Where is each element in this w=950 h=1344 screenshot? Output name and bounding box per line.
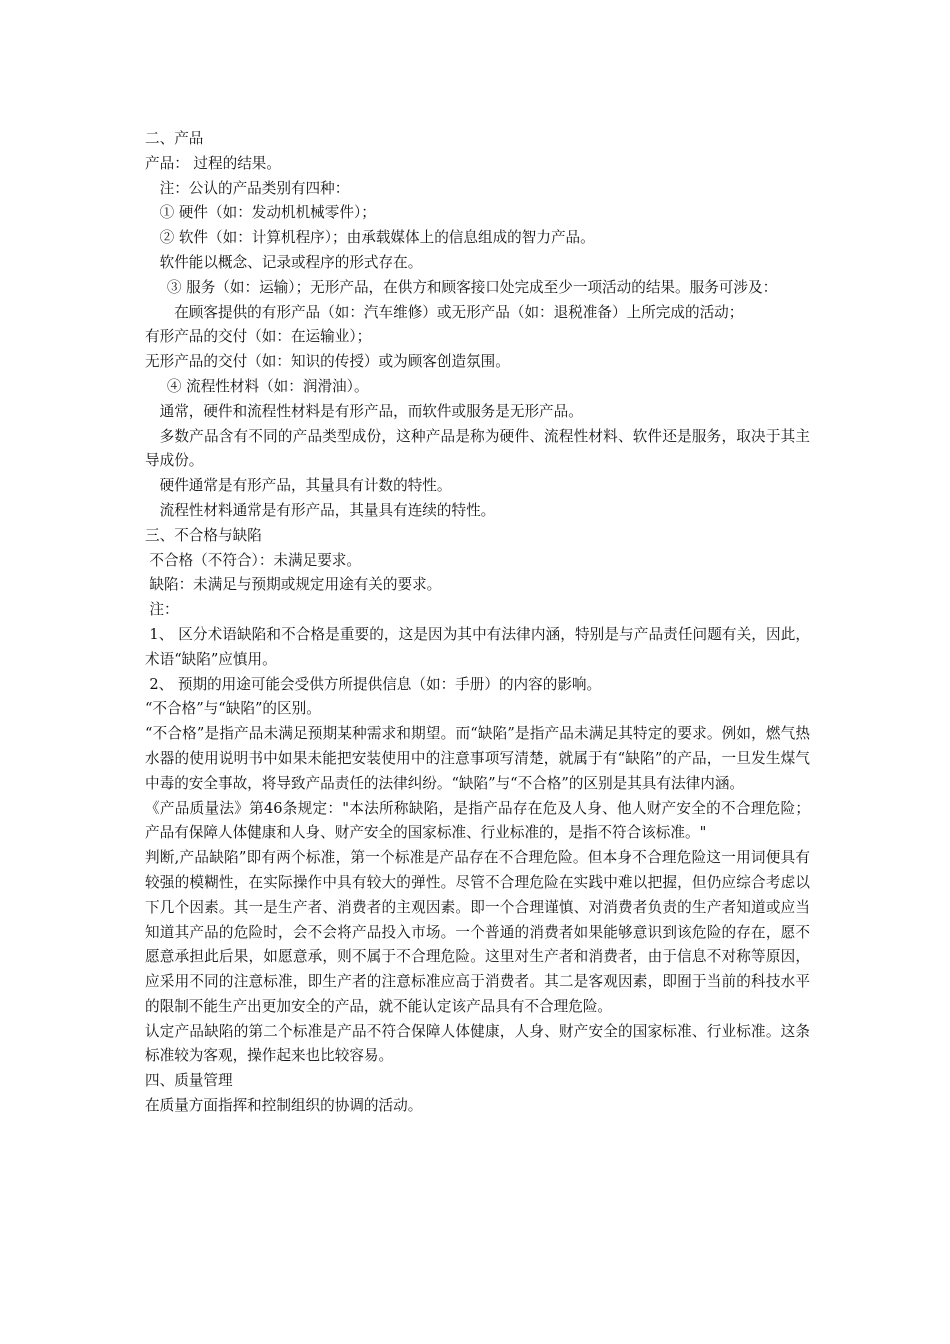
definition-product: 产品： 过程的结果。	[145, 154, 281, 172]
note-product-categories: 注：公认的产品类别有四种：	[159, 179, 350, 197]
hardware-quantity-note: 硬件通常是有形产品，其量具有计数的特性。	[159, 477, 452, 495]
category-service: ③ 服务（如：运输）；无形产品，在供方和顾客接口处完成至少一项活动的结果。服务可涉及：	[166, 278, 778, 296]
section-heading-nonconformity: 三、不合格与缺陷	[145, 526, 262, 544]
defect-criterion-1: 判断,产品缺陷”即有两个标准，第一个标准是产品存在不合理危险。但本身不合理危险这一用词便具有较强的模糊性，在实际操作中具有较大的弹性。尽管不合理危险在实践中难以把握，但仍应综合考虑以下几个因素。其一是生产者、消费者的主观因素。即一个合理谨慎、对消费者负责的生产者知道或应当知道其产品的危险时，会不会将产品投入市场。一个普通的消费者如果能够意识到该危险的存在，愿不愿意承担此后果，如愿意承，则不属于不合理危险。这里对生产者和消费者，由于信息不对称等原因，应采用不同的注意标准，即生产者的注意标准应高于消费者。其二是客观因素，即囿于当前的科技水平的限制不能生产出更加安全的产品，就不能认定该产品具有不合理危险。	[145, 849, 810, 1015]
tangible-intangible-note: 通常，硬件和流程性材料是有形产品，而软件或服务是无形产品。	[159, 402, 583, 420]
note-item-1: 1、 区分术语缺陷和不合格是重要的，这是因为其中有法律内涵，特别是与产品责任问题有关，因此，术语“缺陷”应慎用。	[145, 625, 810, 668]
service-activity-1: 在顾客提供的有形产品（如：汽车维修）或无形产品（如：退税准备）上所完成的活动；	[174, 303, 744, 321]
difference-explanation: “不合格”是指产品未满足预期某种需求和期望。而“缺陷”是指产品未满足其特定的要求。例如，燃气热水器的使用说明书中如果未能把安装使用中的注意事项写清楚，就属于有“缺陷”的产品，一旦发生煤气中毒的安全事故，将导致产品责任的法律纠纷。“缺陷”与“不合格”的区别是其具有法律内涵。	[145, 725, 810, 792]
note-item-2: 2、 预期的用途可能会受供方所提供信息（如：手册）的内容的影响。	[149, 675, 602, 693]
category-processed-material: ④ 流程性材料（如：润滑油）。	[166, 377, 369, 395]
defect-criterion-2: 认定产品缺陷的第二个标准是产品不符合保障人体健康，人身、财产安全的国家标准、行业标准。这条标准较为客观，操作起来也比较容易。	[145, 1022, 810, 1065]
service-activity-3: 无形产品的交付（如：知识的传授）或为顾客创造氛围。	[145, 353, 510, 371]
category-software: ② 软件（如：计算机程序）；由承载媒体上的信息组成的智力产品。	[159, 229, 595, 247]
section-heading-quality-management: 四、质量管理	[145, 1072, 233, 1090]
section-heading-product: 二、产品	[145, 130, 204, 147]
mixed-product-note: 多数产品含有不同的产品类型成份，这种产品是称为硬件、流程性材料、软件还是服务，取决于其主导成份。	[145, 427, 810, 470]
definition-quality-management: 在质量方面指挥和控制组织的协调的活动。	[145, 1097, 423, 1115]
material-quantity-note: 流程性材料通常是有形产品，其量具有连续的特性。	[159, 501, 496, 519]
definition-nonconformity: 不合格（不符合）：未满足要求。	[149, 551, 361, 569]
software-forms: 软件能以概念、记录或程序的形式存在。	[159, 253, 423, 271]
service-activity-2: 有形产品的交付（如：在运输业）；	[145, 328, 372, 346]
product-quality-law-quote: 《产品质量法》第46条规定："本法所称缺陷，是指产品存在危及人身、他人财产安全的不合理危险；产品有保障人体健康和人身、财产安全的国家标准、行业标准的，是指不符合该标准。"	[145, 799, 810, 842]
document-body	[145, 127, 810, 1119]
definition-defect: 缺陷：未满足与预期或规定用途有关的要求。	[149, 576, 442, 594]
category-hardware: ① 硬件（如：发动机机械零件）；	[159, 204, 376, 222]
note-label: 注：	[149, 601, 179, 619]
difference-heading: “不合格”与“缺陷”的区别。	[145, 700, 321, 718]
